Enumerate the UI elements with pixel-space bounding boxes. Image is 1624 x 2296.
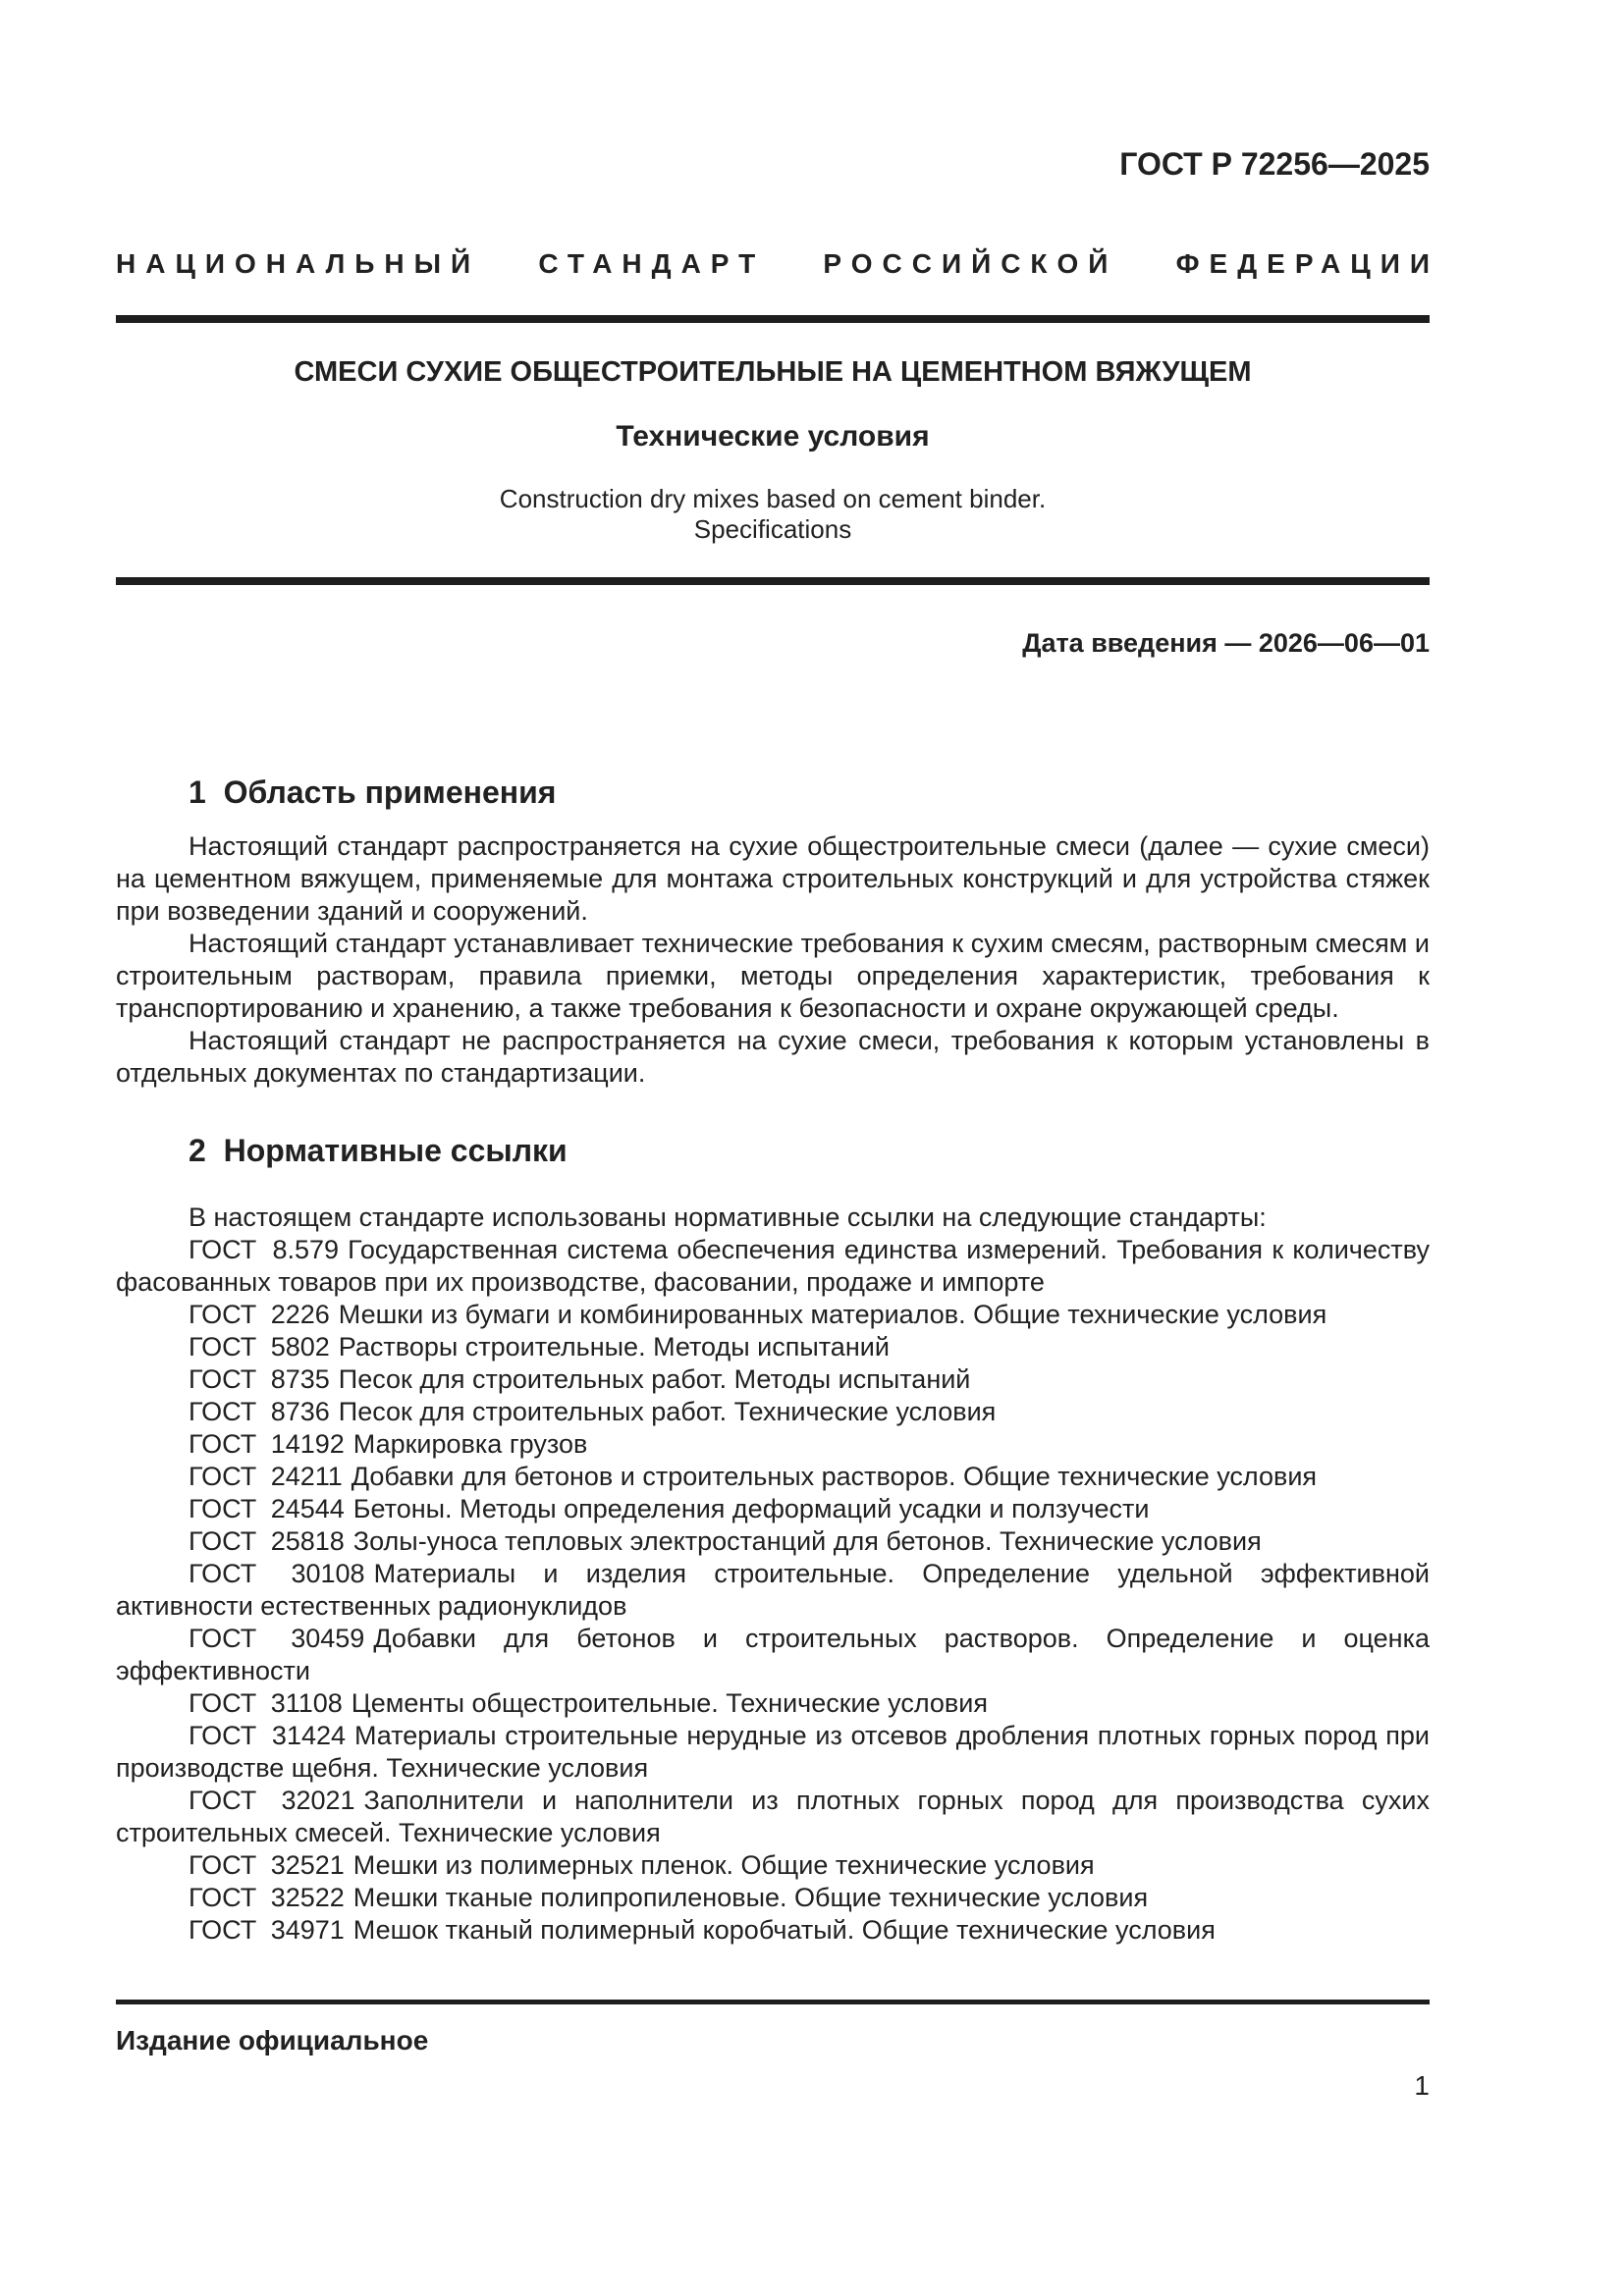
effective-date: Дата введения — 2026—06—01 — [1022, 628, 1430, 658]
reference-designation: ГОСТ 14192 — [189, 1429, 345, 1459]
reference-designation: ГОСТ 25818 — [189, 1526, 345, 1556]
paragraph: Настоящий стандарт не распространяется на сухие смеси, требования к которым установлены в отдельных документах по стандартизации. — [116, 1026, 1430, 1088]
header-rule — [116, 315, 1430, 323]
reference-item — [116, 1493, 1430, 1525]
reference-designation: ГОСТ 32522 — [189, 1883, 345, 1912]
reference-designation: ГОСТ 32021 — [189, 1786, 355, 1815]
reference-designation: ГОСТ 31424 — [189, 1721, 347, 1750]
reference-title: Добавки для бетонов и строительных растворов. Определение и оценка эффективности — [116, 1624, 1430, 1685]
reference-designation: ГОСТ 34971 — [189, 1915, 345, 1945]
reference-item — [116, 1299, 1430, 1331]
reference-designation: ГОСТ 8.579 — [189, 1235, 340, 1264]
reference-designation: ГОСТ 5802 — [189, 1332, 330, 1362]
references-intro: В настоящем стандарте использованы нормативные ссылки на следующие стандарты: — [189, 1202, 1267, 1232]
reference-item — [116, 1849, 1430, 1882]
reference-title: Золы-уноса тепловых электростанций для бетонов. Технические условия — [352, 1526, 1262, 1556]
reference-title: Мешки из бумаги и комбинированных материалов. Общие технические условия — [338, 1300, 1327, 1329]
reference-title: Государственная система обеспечения единства измерений. Требования к количеству фасованных товаров при их производстве, фасовании, продаже и импорте — [116, 1235, 1430, 1297]
reference-designation: ГОСТ 31108 — [189, 1688, 343, 1718]
reference-item — [116, 1785, 1430, 1849]
reference-designation: ГОСТ 30459 — [189, 1624, 365, 1653]
reference-item — [116, 1687, 1430, 1720]
page-number: 1 — [1414, 2070, 1430, 2101]
paragraph: Настоящий стандарт устанавливает технические требования к сухим смесям, растворным смесям и строительным растворам, правила приемки, методы определения характеристик, требования к транспортированию и хранению, а также требования к безопасности и охране окружающей среды. — [116, 929, 1430, 1023]
doc-title: СМЕСИ СУХИЕ ОБЩЕСТРОИТЕЛЬНЫЕ НА ЦЕМЕНТНОМ ВЯЖУЩЕМ — [294, 356, 1252, 388]
imprint-note: Издание официальное — [116, 2025, 429, 2056]
title-rule — [116, 577, 1430, 585]
reference-item — [116, 1234, 1430, 1299]
section-1-body — [116, 830, 1430, 1090]
paragraph: Настоящий стандарт распространяется на сухие общестроительные смеси (далее — сухие смеси) на цементном вяжущем, применяемые для монтажа строительных конструкций и для устройства стяжек при возведении зданий и сооружений. — [116, 831, 1430, 926]
reference-title: Мешки тканые полипропиленовые. Общие технические условия — [352, 1883, 1149, 1912]
reference-item — [116, 1623, 1430, 1687]
reference-title: Бетоны. Методы определения деформаций усадки и ползучести — [352, 1494, 1150, 1523]
reference-title: Маркировка грузов — [352, 1429, 588, 1459]
reference-title: Растворы строительные. Методы испытаний — [338, 1332, 890, 1362]
reference-item — [116, 1396, 1430, 1428]
standard-type-header: НАЦИОНАЛЬНЫЙ СТАНДАРТ РОССИЙСКОЙ ФЕДЕРАЦИИ — [116, 248, 1439, 279]
reference-item — [116, 1525, 1430, 1558]
reference-designation: ГОСТ 24544 — [189, 1494, 345, 1523]
doc-title-en-line2: Specifications — [693, 514, 852, 544]
reference-title: Цементы общестроительные. Технические условия — [351, 1688, 988, 1718]
footer-rule — [116, 2000, 1430, 2004]
reference-item — [116, 1914, 1430, 1947]
reference-item — [116, 1882, 1430, 1914]
reference-designation: ГОСТ 8735 — [189, 1364, 330, 1394]
reference-item — [116, 1428, 1430, 1461]
reference-title: Заполнители и наполнители из плотных горных пород для производства сухих строительных смесей. Технические условия — [116, 1786, 1430, 1847]
reference-designation: ГОСТ 2226 — [189, 1300, 330, 1329]
doc-title-english — [116, 484, 1430, 545]
section-2-heading: 2 Нормативные ссылки — [189, 1133, 568, 1168]
reference-title: Материалы строительные нерудные из отсевов дробления плотных горных пород при производстве щебня. Технические условия — [116, 1721, 1430, 1783]
section-2-body — [116, 1201, 1430, 1947]
reference-item — [116, 1720, 1430, 1785]
doc-subtitle: Технические условия — [616, 420, 930, 453]
reference-title: Мешок тканый полимерный коробчатый. Общие технические условия — [352, 1915, 1216, 1945]
reference-title: Добавки для бетонов и строительных растворов. Общие технические условия — [351, 1462, 1318, 1491]
reference-designation: ГОСТ 8736 — [189, 1397, 330, 1426]
reference-title: Мешки из полимерных пленок. Общие технические условия — [352, 1850, 1095, 1880]
section-1-heading: 1 Область применения — [189, 774, 557, 810]
reference-designation: ГОСТ 32521 — [189, 1850, 345, 1880]
reference-title: Песок для строительных работ. Методы испытаний — [338, 1364, 971, 1394]
reference-designation: ГОСТ 24211 — [189, 1462, 343, 1491]
reference-item — [116, 1331, 1430, 1363]
reference-title: Материалы и изделия строительные. Определение удельной эффективной активности естественных радионуклидов — [116, 1559, 1430, 1621]
doc-title-en-line1: Construction dry mixes based on cement binder. — [499, 484, 1047, 513]
reference-item — [116, 1363, 1430, 1396]
reference-item — [116, 1558, 1430, 1623]
doc-number: ГОСТ Р 72256—2025 — [1119, 146, 1430, 182]
reference-item — [116, 1461, 1430, 1493]
reference-title: Песок для строительных работ. Технические условия — [338, 1397, 997, 1426]
reference-designation: ГОСТ 30108 — [189, 1559, 365, 1588]
